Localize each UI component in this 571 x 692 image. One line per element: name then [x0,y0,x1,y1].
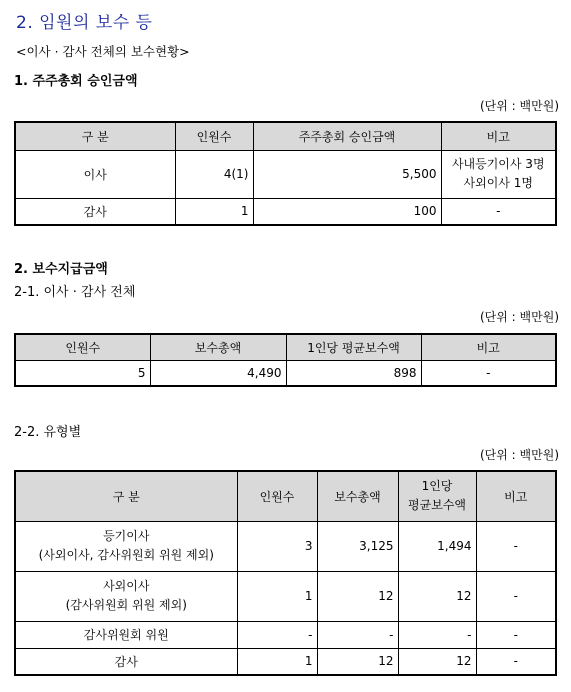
cell-amount: 5,500 [253,150,441,198]
cell-count: 1 [175,198,253,225]
page-subtitle: <이사 · 감사 전체의 보수현황> [16,44,190,59]
header-note: 비고 [441,122,556,150]
section1-unit: (단위 : 백만원) [480,99,559,113]
header-total-pay: 보수총액 [150,334,286,360]
table-row [15,571,556,621]
header-approved-amount: 주주총회 승인금액 [253,122,441,150]
cell-total-pay: - [317,621,398,648]
note-line-2: 사외이사 1명 [463,176,533,190]
cell-avg-pay: 1,494 [398,521,476,571]
note-line-1: 사내등기이사 3명 [451,157,545,171]
cell-count: 4(1) [175,150,253,198]
cell-avg-pay: 12 [398,648,476,675]
category-line-1: 사외이사 [103,579,150,593]
header-count: 인원수 [237,471,317,521]
section2-heading: 2. 보수지급금액 [14,262,108,277]
cell-total-pay: 12 [317,648,398,675]
section2-1-unit: (단위 : 백만원) [480,310,559,324]
category-line-2: (사외이사, 감사위원회 위원 제외) [38,548,214,562]
cell-total-pay: 12 [317,571,398,621]
cell-note: - [476,521,556,571]
section2-2-unit: (단위 : 백만원) [480,448,559,462]
category-line-2: (감사위원회 위원 제외) [65,598,187,612]
cell-note: - [441,198,556,225]
table-row [15,648,556,675]
table-row [15,150,556,198]
cell-note: - [421,360,556,386]
header-category: 구 분 [15,122,175,150]
table-row [15,360,556,386]
section2-2-heading: 2-2. 유형별 [14,425,82,440]
cell-avg-pay: - [398,621,476,648]
header-category: 구 분 [15,471,237,521]
cell-total-pay: 4,490 [150,360,286,386]
cell-note [441,150,556,198]
header-total-pay: 보수총액 [317,471,398,521]
cell-note: - [476,571,556,621]
header-avg-line-1: 1인당 [421,479,453,494]
cell-count: 1 [237,648,317,675]
cell-category: 감사위원회 위원 [15,621,237,648]
section1-heading: 1. 주주총회 승인금액 [14,74,138,89]
header-avg-line-2: 평균보수액 [408,498,466,513]
cell-note: - [476,648,556,675]
header-count: 인원수 [175,122,253,150]
header-avg-pay [398,471,476,521]
cell-count: 5 [15,360,150,386]
cell-count: 1 [237,571,317,621]
cell-avg-pay: 12 [398,571,476,621]
cell-category [15,571,237,621]
cell-category: 이사 [15,150,175,198]
page-title: 2. 임원의 보수 등 [16,13,153,33]
table-row [15,621,556,648]
pay-by-type-table [14,470,557,676]
cell-avg-pay: 898 [286,360,421,386]
cell-count: 3 [237,521,317,571]
category-line-1: 등기이사 [103,529,150,543]
header-note: 비고 [476,471,556,521]
cell-count: - [237,621,317,648]
cell-category: 감사 [15,198,175,225]
cell-note: - [476,621,556,648]
header-note: 비고 [421,334,556,360]
header-count: 인원수 [15,334,150,360]
cell-total-pay: 3,125 [317,521,398,571]
section2-1-heading: 2-1. 이사 · 감사 전체 [14,285,136,300]
approval-table [14,121,557,226]
header-avg-pay: 1인당 평균보수액 [286,334,421,360]
cell-category [15,521,237,571]
total-pay-table [14,333,557,387]
table-row [15,521,556,571]
cell-amount: 100 [253,198,441,225]
cell-category: 감사 [15,648,237,675]
table-row [15,198,556,225]
